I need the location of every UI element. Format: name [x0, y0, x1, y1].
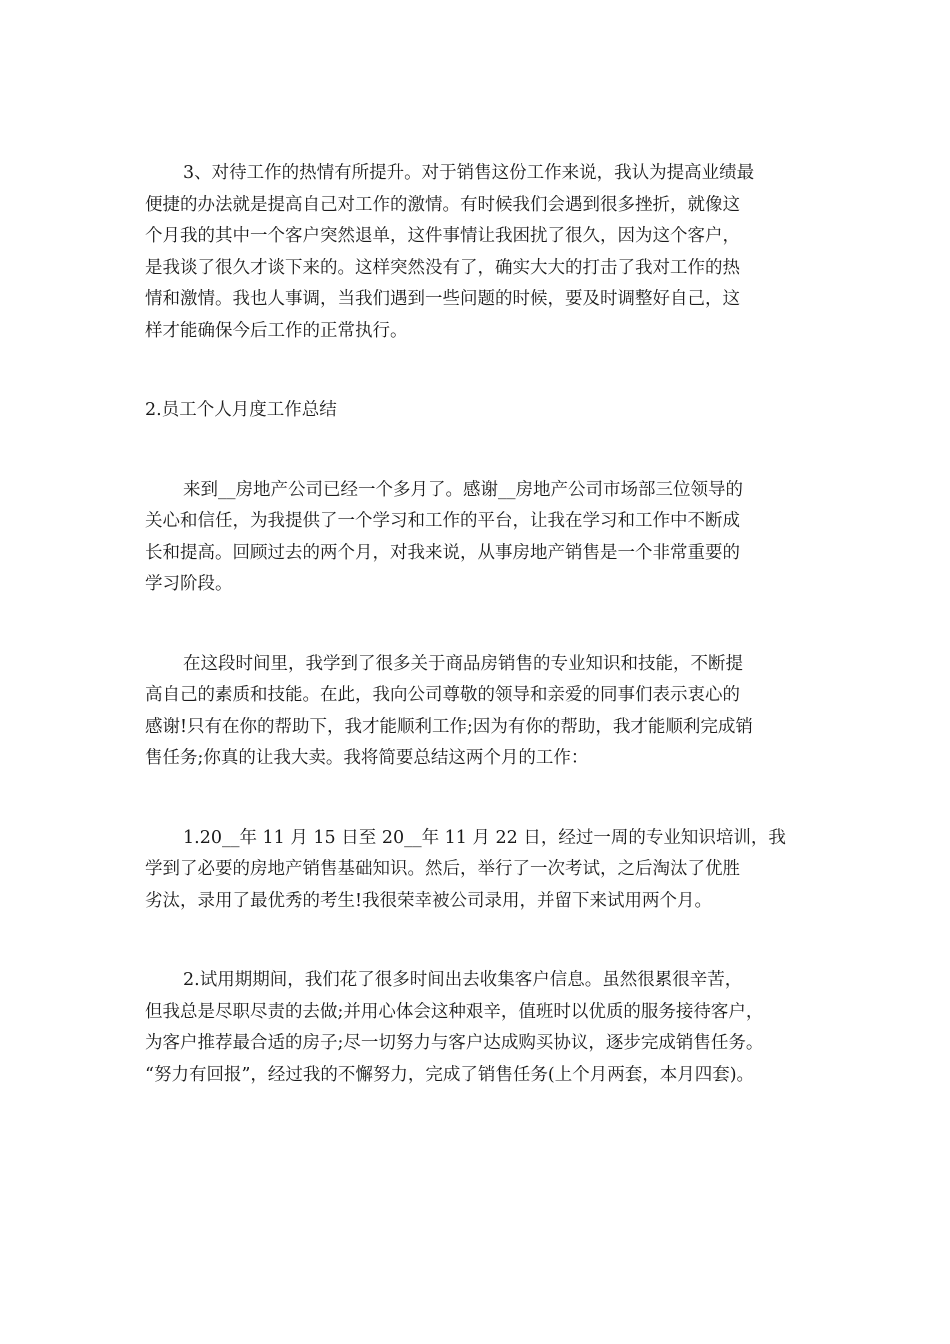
- text-line: 感谢!只有在你的帮助下，我才能顺利工作;因为有你的帮助，我才能顺利完成销: [145, 716, 753, 737]
- text-line: 在这段时间里，我学到了很多关于商品房销售的专业知识和技能，不断提: [183, 653, 743, 674]
- paragraph-spacer: [145, 347, 810, 395]
- text-line: 1.20__年 11 月 15 日至 20__年 11 月 22 日，经过一周的专业知识培训，我: [183, 827, 786, 848]
- paragraph-spacer: [145, 775, 810, 823]
- text-line: 学习阶段。: [145, 574, 233, 594]
- text-line: 为客户推荐最合适的房子;尽一切努力与客户达成购买协议，逐步完成销售任务。: [145, 1033, 764, 1053]
- text-line: 劣汰，录用了最优秀的考生!我很荣幸被公司录用，并留下来试用两个月。: [145, 890, 713, 911]
- text-line: 售任务;你真的让我大卖。我将简要总结这两个月的工作：: [145, 748, 589, 768]
- paragraph-spacer: [145, 601, 810, 649]
- paragraph-spacer: [145, 917, 810, 965]
- paragraph-spacer: [145, 427, 810, 475]
- paragraph-thanks: [145, 649, 810, 775]
- text-line: 关心和信任，为我提供了一个学习和工作的平台，让我在学习和工作中不断成: [145, 511, 740, 531]
- document-page: [145, 158, 810, 1091]
- text-line: “努力有回报”，经过我的不懈努力，完成了销售任务(上个月两套，本月四套)。: [145, 1064, 755, 1085]
- text-line: 3、对待工作的热情有所提升。对于销售这份工作来说，我认为提高业绩最: [183, 163, 755, 183]
- text-line: 2.试用期期间，我们花了很多时间出去收集客户信息。虽然很累很辛苦，: [183, 970, 743, 990]
- text-line: 样才能确保今后工作的正常执行。: [145, 320, 408, 341]
- text-line: 情和激情。我也人事调，当我们遇到一些问题的时候，要及时调整好自己，这: [145, 289, 740, 309]
- text-line: 来到__房地产公司已经一个多月了。感谢__房地产公司市场部三位领导的: [183, 479, 743, 500]
- text-line: 是我谈了很久才谈下来的。这样突然没有了，确实大大的打击了我对工作的热: [145, 257, 740, 278]
- paragraph-attitude: [145, 158, 810, 347]
- text-line: 高自己的素质和技能。在此，我向公司尊敬的领导和亲爱的同事们表示衷心的: [145, 685, 740, 705]
- text-line: 便捷的办法就是提高自己对工作的激情。有时候我们会遇到很多挫折，就像这: [145, 194, 740, 215]
- text-line: 长和提高。回顾过去的两个月，对我来说，从事房地产销售是一个非常重要的: [145, 542, 740, 563]
- section-heading: 2.员工个人月度工作总结: [145, 400, 337, 420]
- text-line: 个月我的其中一个客户突然退单，这件事情让我困扰了很久，因为这个客户，: [145, 226, 740, 246]
- paragraph-training: [145, 823, 810, 918]
- text-line: 学到了必要的房地产销售基础知识。然后，举行了一次考试，之后淘汰了优胜: [145, 859, 740, 879]
- paragraph-probation: [145, 965, 810, 1091]
- text-line: 但我总是尽职尽责的去做;并用心体会这种艰辛，值班时以优质的服务接待客户，: [145, 1001, 764, 1022]
- paragraph-intro: [145, 475, 810, 601]
